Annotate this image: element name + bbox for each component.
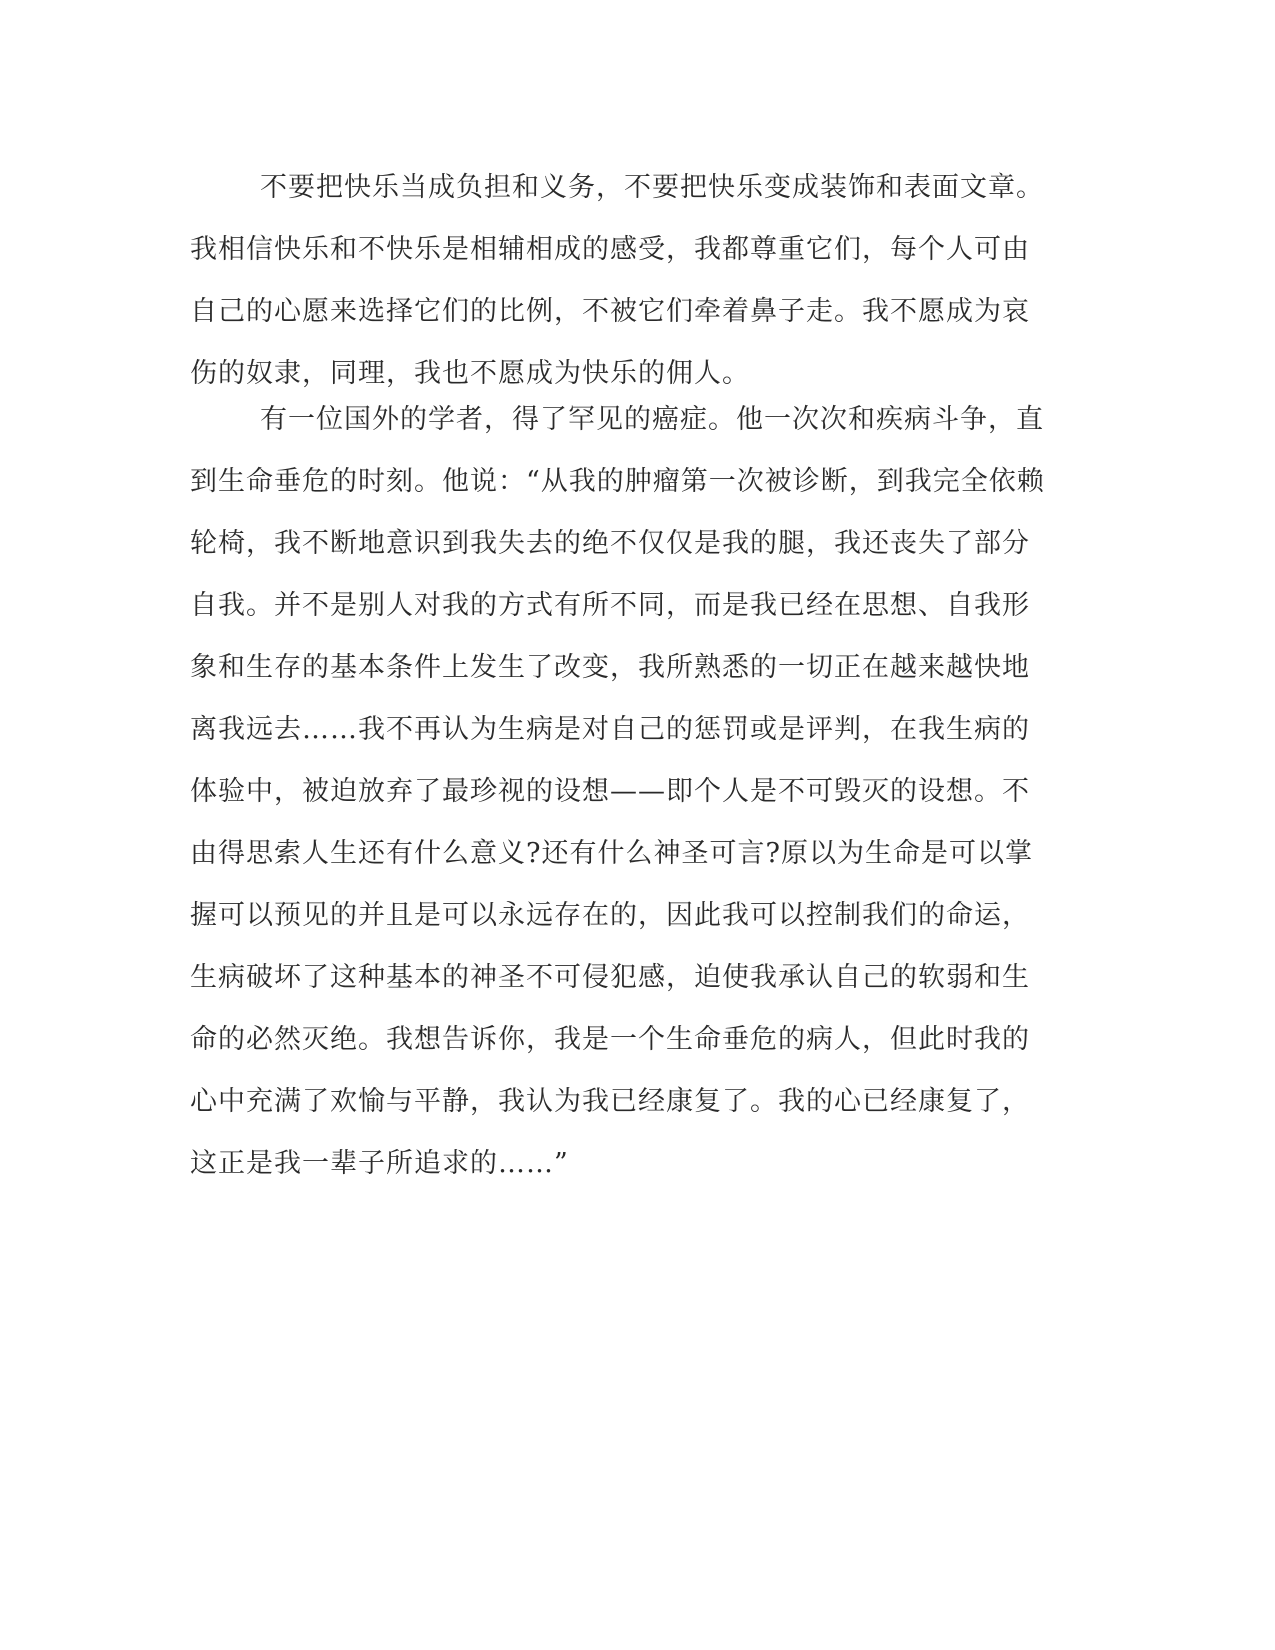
paragraph-1 bbox=[190, 157, 1085, 405]
text-line: 轮椅，我不断地意识到我失去的绝不仅仅是我的腿，我还丧失了部分 bbox=[190, 528, 1030, 559]
paragraph-2 bbox=[190, 389, 1085, 1195]
text-line: 生病破坏了这种基本的神圣不可侵犯感，迫使我承认自己的软弱和生 bbox=[190, 962, 1030, 993]
text-line: 心中充满了欢愉与平静，我认为我已经康复了。我的心已经康复了， bbox=[190, 1086, 1030, 1117]
text-line: 有一位国外的学者，得了罕见的癌症。他一次次和疾病斗争，直 bbox=[260, 404, 1044, 435]
text-line: 象和生存的基本条件上发生了改变，我所熟悉的一切正在越来越快地 bbox=[190, 652, 1030, 683]
text-line: 我相信快乐和不快乐是相辅相成的感受，我都尊重它们，每个人可由 bbox=[190, 234, 1030, 265]
text-line: 握可以预见的并且是可以永远存在的，因此我可以控制我们的命运， bbox=[190, 900, 1030, 931]
text-line: 这正是我一辈子所追求的……” bbox=[190, 1148, 569, 1179]
text-line: 到生命垂危的时刻。他说：“从我的肿瘤第一次被诊断，到我完全依赖 bbox=[190, 466, 1045, 497]
text-line: 自己的心愿来选择它们的比例，不被它们牵着鼻子走。我不愿成为哀 bbox=[190, 296, 1030, 327]
text-line: 离我远去……我不再认为生病是对自己的惩罚或是评判，在我生病的 bbox=[190, 714, 1030, 745]
text-line: 自我。并不是别人对我的方式有所不同，而是我已经在思想、自我形 bbox=[190, 590, 1030, 621]
text-line: 由得思索人生还有什么意义?还有什么神圣可言?原以为生命是可以掌 bbox=[190, 838, 1033, 869]
text-line: 体验中，被迫放弃了最珍视的设想——即个人是不可毁灭的设想。不 bbox=[190, 776, 1030, 807]
text-line: 命的必然灭绝。我想告诉你，我是一个生命垂危的病人，但此时我的 bbox=[190, 1024, 1030, 1055]
text-line: 伤的奴隶，同理，我也不愿成为快乐的佣人。 bbox=[190, 358, 750, 389]
text-line: 不要把快乐当成负担和义务，不要把快乐变成装饰和表面文章。 bbox=[260, 172, 1044, 203]
